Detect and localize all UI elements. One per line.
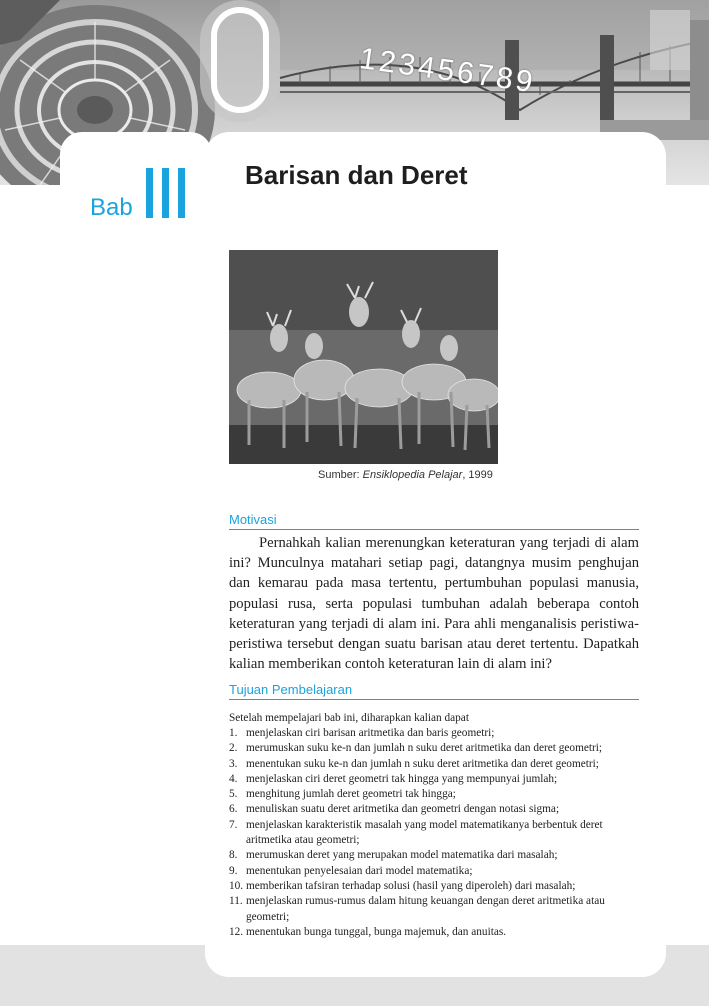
objective-text: menuliskan suatu deret aritmetika dan geometri dengan notasi sigma; xyxy=(246,803,560,816)
objective-number: 6. xyxy=(229,803,238,816)
objective-item xyxy=(229,757,643,772)
photo-source xyxy=(318,469,493,481)
objective-number: 12. xyxy=(229,925,244,938)
tujuan-heading: Tujuan Pembelajaran xyxy=(229,682,639,700)
learning-objectives-list xyxy=(229,726,643,940)
objective-number: 1. xyxy=(229,727,238,739)
chapter-title: Barisan dan Deret xyxy=(245,160,468,190)
numeral-bar-2 xyxy=(162,168,169,218)
objective-text: merumuskan deret yang merupakan model matematika dari masalah; xyxy=(246,849,558,862)
objective-item xyxy=(229,772,643,787)
objective-text: menjelaskan karakteristik masalah yang model matematikanya berbentuk deret aritmetika atau geometri; xyxy=(246,818,603,847)
motivasi-paragraph: Pernahkah kalian merenungkan keteraturan yang terjadi di alam ini? Munculnya matahari setiap pagi, datangnya musim penghujan dan kemarau pada masa tertentu, pertumbuhan populasi manusia, populasi rusa, serta populasi tumbuhan adalah beberapa contoh keteraturan yang terjadi di alam ini. Para ahli menganalisis peristiwa-peristiwa tersebut dengan suatu barisan atau deret tertentu. Dapatkah kalian memberikan contoh keteraturan lain di alam ini? xyxy=(229,535,639,673)
objective-item xyxy=(229,741,643,756)
objective-text: memberikan tafsiran terhadap solusi (hasil yang diperoleh) dari masalah; xyxy=(246,879,576,892)
objective-number: 7. xyxy=(229,818,238,831)
numeral-bar-3 xyxy=(178,168,185,218)
objective-item xyxy=(229,802,643,817)
objective-number: 9. xyxy=(229,864,238,877)
objective-text: menentukan suku ke-n dan jumlah n suku deret aritmetika dan deret geometri; xyxy=(246,757,599,770)
source-year: , 1999 xyxy=(462,469,493,481)
chapter-label: Bab xyxy=(90,194,133,221)
chapter-label-card xyxy=(60,132,212,252)
objective-text: menentukan bunga tunggal, bunga majemuk, dan anuitas. xyxy=(246,925,507,938)
objective-item xyxy=(229,848,643,863)
objective-item xyxy=(229,879,643,894)
objective-item xyxy=(229,925,643,940)
objective-number: 5. xyxy=(229,788,238,801)
objective-item xyxy=(229,787,643,802)
source-title: Ensiklopedia Pelajar xyxy=(362,469,463,481)
number-sequence: 123456789 xyxy=(357,42,538,100)
objective-item xyxy=(229,864,643,879)
source-prefix: Sumber: xyxy=(318,469,360,481)
objective-text: menentukan penyelesaian dari model matematika; xyxy=(246,864,473,877)
objective-number: 10. xyxy=(229,879,244,892)
objective-text: menjelaskan ciri deret geometri tak hingga yang mempunyai jumlah; xyxy=(246,772,558,785)
tujuan-intro: Setelah mempelajari bab ini, diharapkan kalian dapat xyxy=(229,712,469,724)
deer-illustration xyxy=(229,250,498,464)
objective-number: 4. xyxy=(229,772,238,785)
objective-item xyxy=(229,894,643,925)
objective-text: merumuskan suku ke-n dan jumlah n suku deret aritmetika dan deret geometri; xyxy=(246,742,603,755)
numeral-bar-1 xyxy=(146,168,153,218)
objective-item xyxy=(229,818,643,849)
objective-item xyxy=(229,726,643,741)
objective-text: menghitung jumlah deret geometri tak hingga; xyxy=(246,788,456,801)
motivasi-heading: Motivasi xyxy=(229,512,639,530)
objective-text: menjelaskan rumus-rumus dalam hitung keuangan dengan deret aritmetika atau geometri; xyxy=(246,895,605,923)
objective-number: 2. xyxy=(229,742,238,755)
objective-number: 11. xyxy=(229,895,243,908)
objective-number: 3. xyxy=(229,757,238,770)
objective-number: 8. xyxy=(229,849,238,862)
objective-text: menjelaskan ciri barisan aritmetika dan baris geometri; xyxy=(246,727,495,739)
deer-photo xyxy=(229,250,498,464)
